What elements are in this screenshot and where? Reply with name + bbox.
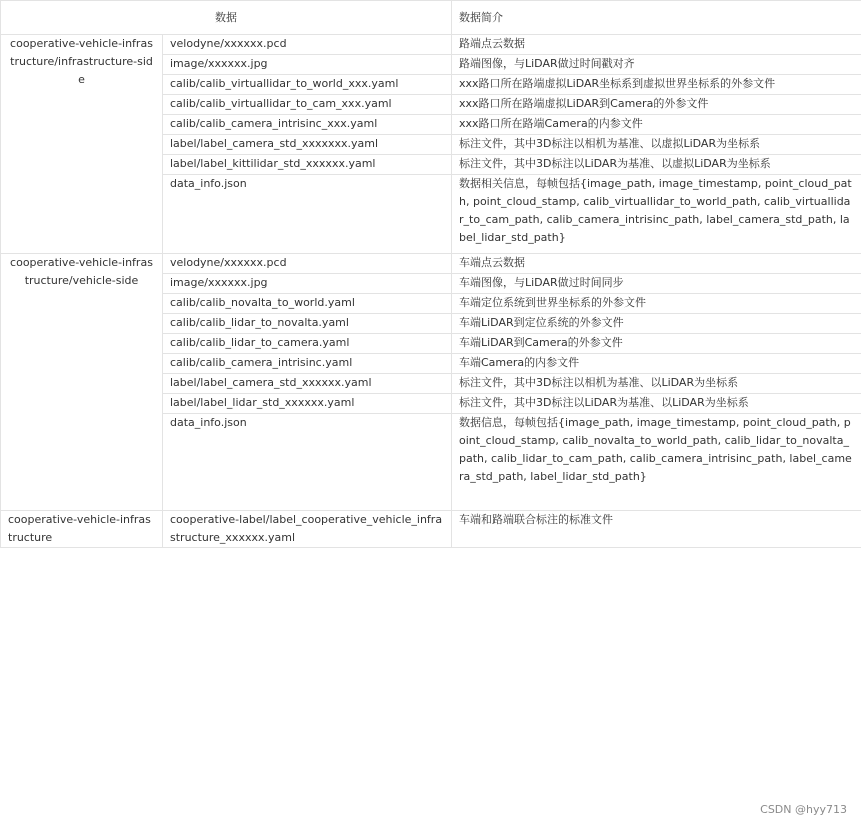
- data-path-cell: velodyne/xxxxxx.pcd: [163, 35, 452, 55]
- data-path-cell: label/label_camera_std_xxxxxxx.yaml: [163, 135, 452, 155]
- description-cell: 车端和路端联合标注的标准文件: [452, 511, 861, 548]
- description-cell: 路端图像，与LiDAR做过时间戳对齐: [452, 55, 861, 75]
- data-path-cell: calib/calib_camera_intrisinc.yaml: [163, 354, 452, 374]
- data-path-cell: label/label_camera_std_xxxxxx.yaml: [163, 374, 452, 394]
- data-path-cell: calib/calib_virtuallidar_to_world_xxx.yaml: [163, 75, 452, 95]
- data-path-cell: label/label_kittilidar_std_xxxxxx.yaml: [163, 155, 452, 175]
- table-header-row: [1, 1, 861, 35]
- description-cell: xxx路口所在路端虚拟LiDAR坐标系到虚拟世界坐标系的外参文件: [452, 75, 861, 95]
- description-cell: xxx路口所在路端Camera的内参文件: [452, 115, 861, 135]
- data-path-cell: velodyne/xxxxxx.pcd: [163, 254, 452, 274]
- group-cell-infrastructure-side: cooperative-vehicle-infrastructure/infrastructure-side: [1, 35, 163, 254]
- description-cell: 车端LiDAR到Camera的外参文件: [452, 334, 861, 354]
- group-cell-cooperative: cooperative-vehicle-infrastructure: [1, 511, 163, 548]
- description-cell: 车端Camera的内参文件: [452, 354, 861, 374]
- table-row: [1, 35, 861, 55]
- description-cell: 标注文件，其中3D标注以相机为基准、以LiDAR为坐标系: [452, 374, 861, 394]
- table-row: [1, 511, 861, 548]
- data-path-cell: calib/calib_lidar_to_camera.yaml: [163, 334, 452, 354]
- csdn-watermark: CSDN @hyy713: [760, 803, 847, 816]
- data-path-cell: label/label_lidar_std_xxxxxx.yaml: [163, 394, 452, 414]
- header-description: 数据简介: [452, 1, 861, 35]
- data-path-cell: image/xxxxxx.jpg: [163, 274, 452, 294]
- header-data: 数据: [1, 1, 452, 35]
- data-path-cell: calib/calib_camera_intrisinc_xxx.yaml: [163, 115, 452, 135]
- description-cell: 车端图像，与LiDAR做过时间同步: [452, 274, 861, 294]
- description-cell: 车端LiDAR到定位系统的外参文件: [452, 314, 861, 334]
- data-path-cell: calib/calib_novalta_to_world.yaml: [163, 294, 452, 314]
- description-cell: xxx路口所在路端虚拟LiDAR到Camera的外参文件: [452, 95, 861, 115]
- data-path-cell: data_info.json: [163, 414, 452, 511]
- data-path-cell: calib/calib_lidar_to_novalta.yaml: [163, 314, 452, 334]
- description-cell: 标注文件，其中3D标注以LiDAR为基准、以虚拟LiDAR为坐标系: [452, 155, 861, 175]
- description-cell: 标注文件，其中3D标注以相机为基准、以虚拟LiDAR为坐标系: [452, 135, 861, 155]
- description-cell: 数据信息，每帧包括{image_path, image_timestamp, point_cloud_path, point_cloud_stamp, calib_novalta_to_world_path, calib_lidar_to_novalta_path, calib_lidar_to_cam_path, calib_camera_intrisinc_path, label_camera_std_path, label_lidar_std_path}: [452, 414, 861, 511]
- data-path-cell: cooperative-label/label_cooperative_vehicle_infrastructure_xxxxxx.yaml: [163, 511, 452, 548]
- group-cell-vehicle-side: cooperative-vehicle-infrastructure/vehicle-side: [1, 254, 163, 511]
- description-cell: 数据相关信息，每帧包括{image_path, image_timestamp, point_cloud_path, point_cloud_stamp, calib_virtuallidar_to_world_path, calib_virtuallidar_to_cam_path, calib_camera_intrisinc_path, label_camera_std_path, label_lidar_std_path}: [452, 175, 861, 254]
- data-path-cell: calib/calib_virtuallidar_to_cam_xxx.yaml: [163, 95, 452, 115]
- description-cell: 车端定位系统到世界坐标系的外参文件: [452, 294, 861, 314]
- data-path-cell: image/xxxxxx.jpg: [163, 55, 452, 75]
- description-cell: 路端点云数据: [452, 35, 861, 55]
- description-cell: 车端点云数据: [452, 254, 861, 274]
- data-path-cell: data_info.json: [163, 175, 452, 254]
- description-cell: 标注文件，其中3D标注以LiDAR为基准、以LiDAR为坐标系: [452, 394, 861, 414]
- table-row: [1, 254, 861, 274]
